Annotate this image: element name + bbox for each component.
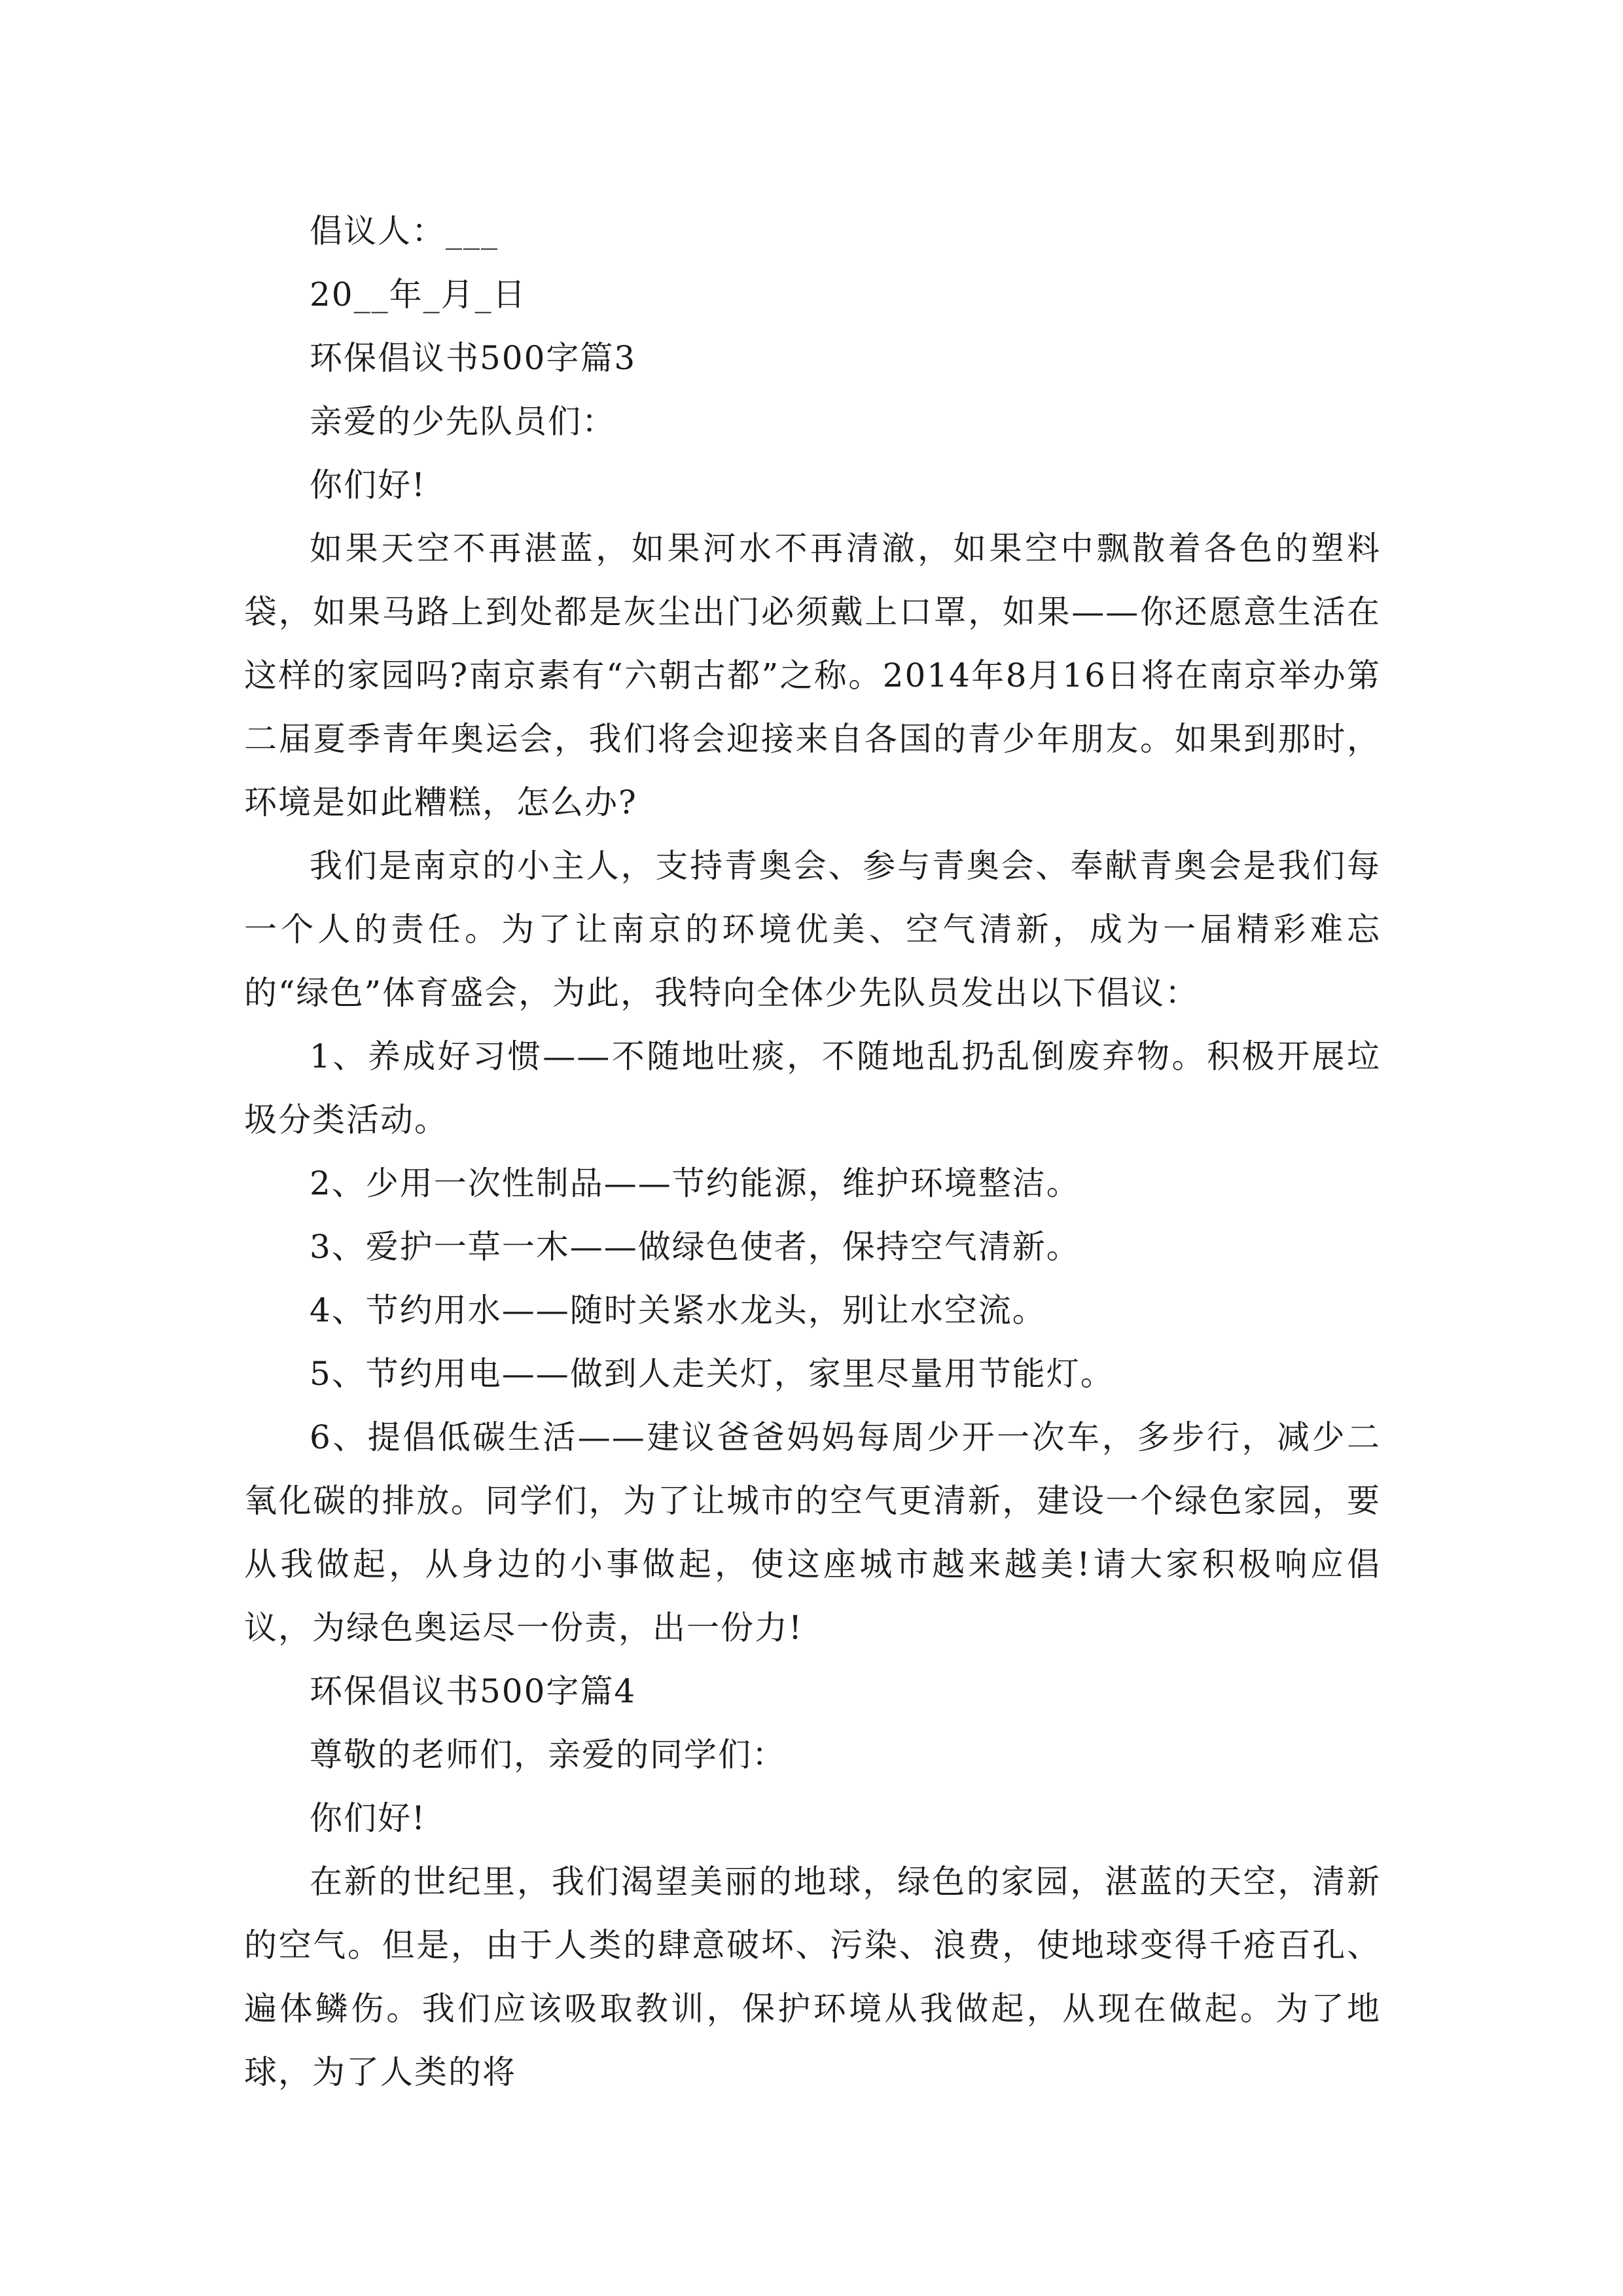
greeting-3: 你们好! [310,466,427,504]
proposal-item-4: 4、节约用水——随时关紧水龙头，别让水空流。 [310,1291,1046,1329]
document-body [244,200,1381,2104]
body-paragraph: 在新的世纪里，我们渴望美丽的地球，绿色的家园，湛蓝的天空，清新的空气。但是，由于人类的肆意破坏、污染、浪费，使地球变得千疮百孔、遍体鳞伤。我们应该吸取教训，保护环境从我做起，从现在做起。为了地球，为了人类的将 [244,1863,1381,2091]
salutation-3: 亲爱的少先队员们： [310,403,616,440]
proposal-item-6: 6、提倡低碳生活——建议爸爸妈妈每周少开一次车，多步行，减少二氧化碳的排放。同学们，为了让城市的空气更清新，建设一个绿色家园，要从我做起，从身边的小事做起，使这座城市越来越美!请大家积极响应倡议，为绿色奥运尽一份责，出一份力! [244,1418,1381,1647]
proposal-item-5: 5、节约用电——做到人走关灯，家里尽量用节能灯。 [310,1355,1115,1393]
section-title-3: 环保倡议书500字篇3 [310,339,637,377]
date-line: 20__年_月_日 [310,276,527,314]
proposal-item-3: 3、爱护一草一木——做绿色使者，保持空气清新。 [310,1228,1080,1266]
section-title-4: 环保倡议书500字篇4 [310,1672,637,1710]
proposal-item-1: 1、养成好习惯——不随地吐痰，不随地乱扔乱倒废弃物。积极开展垃圾分类活动。 [244,1037,1381,1139]
salutation-4: 尊敬的老师们，亲爱的同学们： [310,1736,786,1774]
proposer-line: 倡议人：___ [310,212,499,250]
greeting-4: 你们好! [310,1799,427,1837]
body-paragraph: 我们是南京的小主人，支持青奥会、参与青奥会、奉献青奥会是我们每一个人的责任。为了让南京的环境优美、空气清新，成为一届精彩难忘的“绿色”体育盛会，为此，我特向全体少先队员发出以下倡议： [244,847,1381,1012]
proposal-item-2: 2、少用一次性制品——节约能源，维护环境整洁。 [310,1164,1080,1202]
body-paragraph: 如果天空不再湛蓝，如果河水不再清澈，如果空中飘散着各色的塑料袋，如果马路上到处都是灰尘出门必须戴上口罩，如果——你还愿意生活在这样的家园吗?南京素有“六朝古都”之称。2014年8月16日将在南京举办第二届夏季青年奥运会，我们将会迎接来自各国的青少年朋友。如果到那时，环境是如此糟糕，怎么办? [244,529,1381,821]
